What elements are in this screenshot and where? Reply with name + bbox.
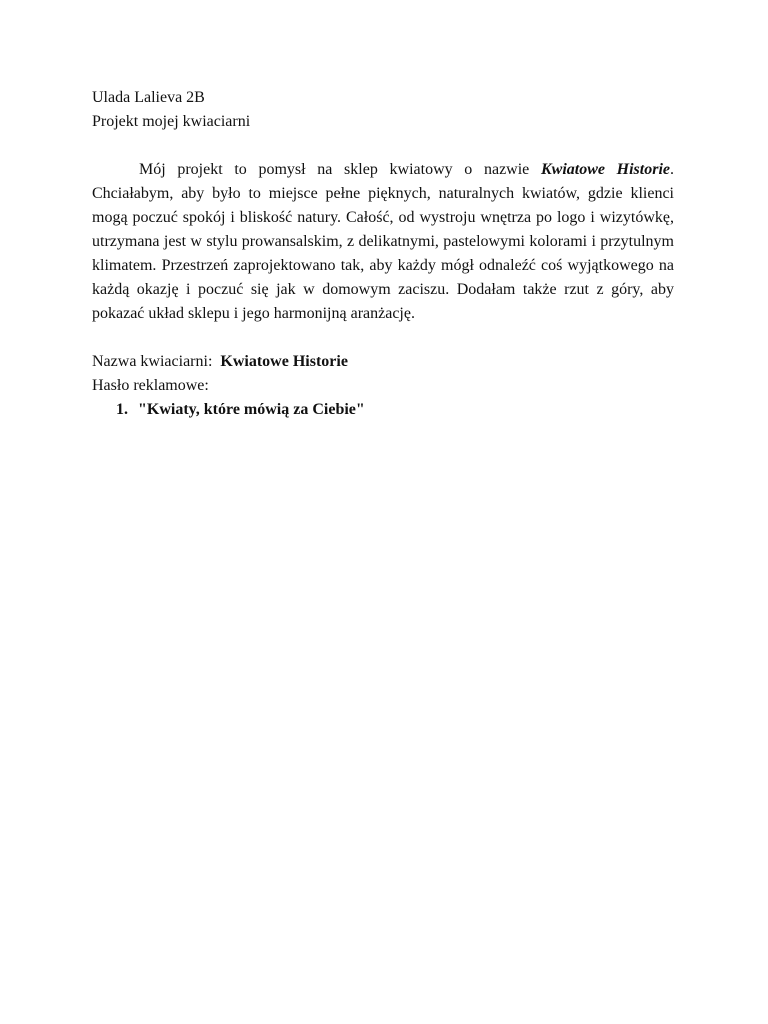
shop-name-value: Kwiatowe Historie (220, 353, 348, 370)
paragraph-start-text: Mój projekt to pomysł na sklep kwiatowy o nazwie (139, 161, 541, 178)
shop-name-label: Nazwa kwiaciarni: (92, 353, 213, 370)
document-content (92, 86, 674, 422)
blank-line (92, 326, 674, 350)
author-line: Ulada Lalieva 2B (92, 89, 205, 106)
slogan-list-item (92, 398, 674, 422)
slogan-label: Hasło reklamowe: (92, 377, 209, 394)
slogan-list (92, 398, 674, 422)
slogan-text: "Kwiaty, które mówią za Ciebie" (138, 401, 365, 418)
shop-name-emphasis: Kwiatowe Historie (540, 161, 670, 178)
project-title: Projekt mojej kwiaciarni (92, 113, 251, 130)
paragraph-rest-text: . Chciałabym, aby było to miejsce pełne pięknych, naturalnych kwiatów, gdzie klienci mogą poczuć spokój i bliskość natury. Całość, od wystroju wnętrza po logo i wizytówkę, utrzymana jest w stylu prowansalskim, z delikatnymi, pastelowymi kolorami i przytulnym klimatem. Przestrzeń zaprojektowano tak, aby każdy mógł odnaleźć coś wyjątkowego na każdą okazję i poczuć się jak w domowym zaciszu. Dodałam także rzut z góry, aby pokazać układ sklepu i jego harmonijną aranżację. (92, 161, 674, 322)
project-description-paragraph (92, 158, 674, 326)
slogan-number: 1. (116, 401, 128, 418)
shop-name-line (92, 350, 674, 374)
blank-line (92, 134, 674, 158)
